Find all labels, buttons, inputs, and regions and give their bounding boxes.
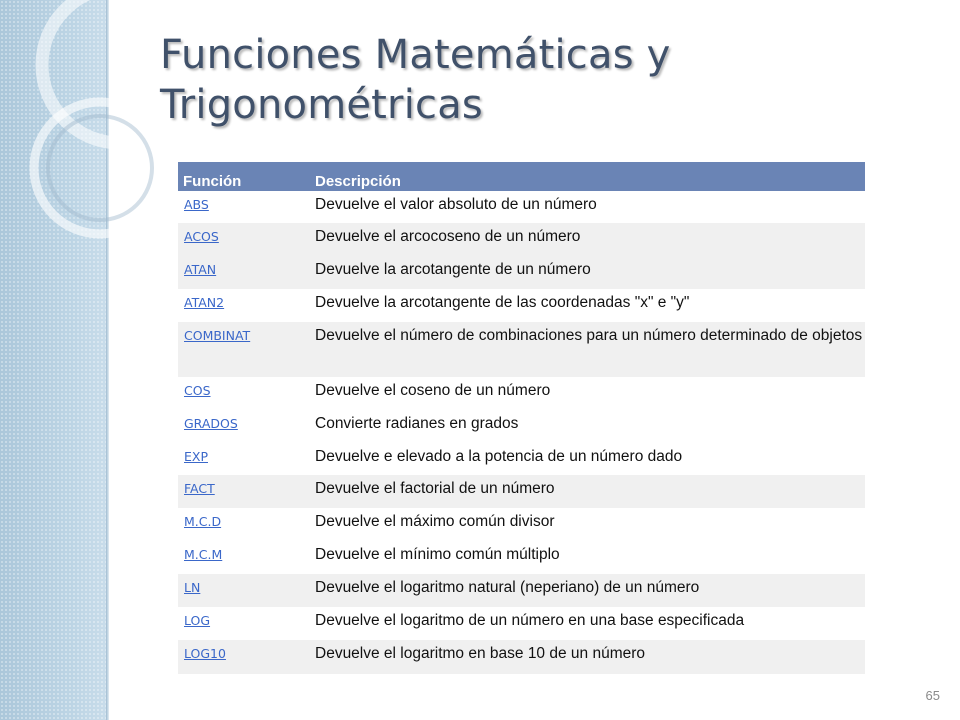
function-cell bbox=[178, 574, 315, 607]
table-row bbox=[178, 607, 865, 640]
function-link-mcd[interactable]: M.C.D bbox=[184, 514, 222, 529]
table-row bbox=[178, 256, 865, 289]
function-cell bbox=[178, 541, 315, 574]
table-row bbox=[178, 475, 865, 508]
table-row bbox=[178, 410, 865, 443]
function-link-grados[interactable]: GRADOS bbox=[184, 416, 238, 431]
table-row bbox=[178, 223, 865, 256]
table-row bbox=[178, 322, 865, 377]
function-cell bbox=[178, 410, 315, 443]
function-cell bbox=[178, 223, 315, 256]
slide-title-line-1: Funciones Matemáticas y bbox=[160, 32, 671, 78]
table-row bbox=[178, 541, 865, 574]
function-link-combinat[interactable]: COMBINAT bbox=[184, 328, 251, 343]
column-header-function: Función bbox=[178, 162, 315, 191]
description-cell: Devuelve el máximo común divisor bbox=[315, 508, 865, 541]
function-cell bbox=[178, 191, 315, 223]
table-header-row bbox=[178, 162, 865, 191]
function-link-atan2[interactable]: ATAN2 bbox=[184, 295, 225, 310]
function-link-ln[interactable]: LN bbox=[184, 580, 201, 595]
function-link-abs[interactable]: ABS bbox=[184, 197, 209, 212]
function-cell bbox=[178, 508, 315, 541]
function-link-fact[interactable]: FACT bbox=[184, 481, 215, 496]
functions-table bbox=[178, 162, 865, 674]
function-cell bbox=[178, 377, 315, 410]
description-cell: Devuelve el valor absoluto de un número bbox=[315, 191, 865, 223]
decorative-circle-medium bbox=[34, 102, 166, 234]
table-row bbox=[178, 640, 865, 674]
function-link-atan[interactable]: ATAN bbox=[184, 262, 217, 277]
function-link-log[interactable]: LOG bbox=[184, 613, 211, 628]
function-link-cos[interactable]: COS bbox=[184, 383, 211, 398]
description-cell: Devuelve el número de combinaciones para un número determinado de objetos bbox=[315, 322, 865, 377]
function-cell bbox=[178, 607, 315, 640]
slide-title bbox=[160, 30, 880, 130]
description-cell: Devuelve la arcotangente de las coordenadas "x" e "y" bbox=[315, 289, 865, 322]
slide-title-line-2: Trigonométricas bbox=[160, 82, 483, 128]
function-cell bbox=[178, 475, 315, 508]
description-cell: Devuelve el logaritmo de un número en una base especificada bbox=[315, 607, 865, 640]
function-link-acos[interactable]: ACOS bbox=[184, 229, 219, 244]
decorative-circle-small bbox=[48, 116, 152, 220]
table-row bbox=[178, 289, 865, 322]
page-number: 65 bbox=[925, 688, 940, 703]
function-link-log10[interactable]: LOG10 bbox=[184, 646, 226, 661]
description-cell: Devuelve el logaritmo natural (neperiano) de un número bbox=[315, 574, 865, 607]
description-cell: Devuelve el logaritmo en base 10 de un número bbox=[315, 640, 865, 674]
function-link-exp[interactable]: EXP bbox=[184, 449, 208, 464]
description-cell: Convierte radianes en grados bbox=[315, 410, 865, 443]
function-cell bbox=[178, 640, 315, 674]
table-row bbox=[178, 574, 865, 607]
function-link-mcm[interactable]: M.C.M bbox=[184, 547, 223, 562]
function-cell bbox=[178, 289, 315, 322]
description-cell: Devuelve el arcocoseno de un número bbox=[315, 223, 865, 256]
description-cell: Devuelve e elevado a la potencia de un número dado bbox=[315, 443, 865, 475]
description-cell: Devuelve el mínimo común múltiplo bbox=[315, 541, 865, 574]
description-cell: Devuelve el factorial de un número bbox=[315, 475, 865, 508]
table-row bbox=[178, 508, 865, 541]
column-header-description: Descripción bbox=[315, 162, 865, 191]
function-cell bbox=[178, 322, 315, 377]
description-cell: Devuelve el coseno de un número bbox=[315, 377, 865, 410]
table-row bbox=[178, 443, 865, 475]
table-row bbox=[178, 191, 865, 223]
function-cell bbox=[178, 256, 315, 289]
function-cell bbox=[178, 443, 315, 475]
table-row bbox=[178, 377, 865, 410]
description-cell: Devuelve la arcotangente de un número bbox=[315, 256, 865, 289]
